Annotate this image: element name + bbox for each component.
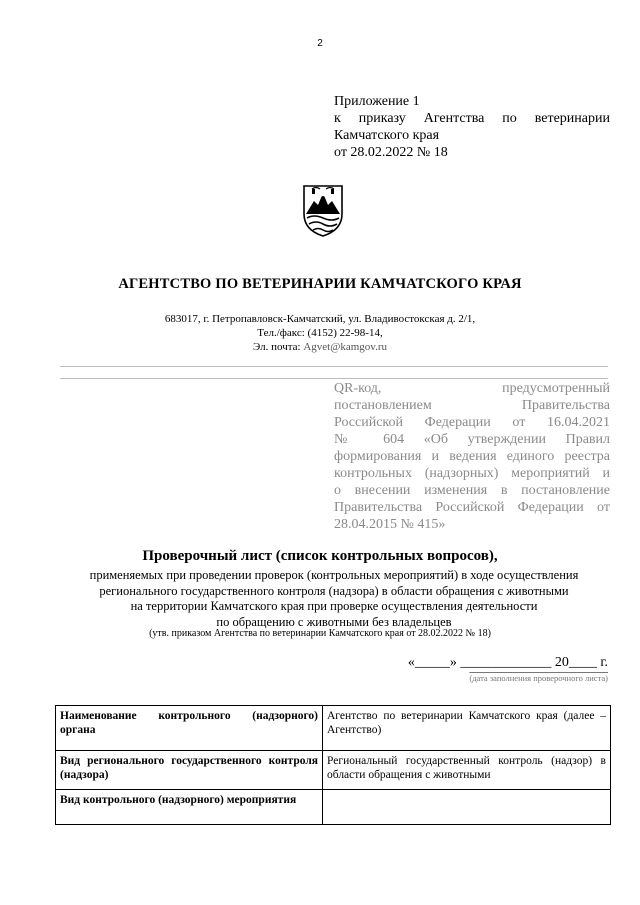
table-row xyxy=(56,706,611,751)
qr-note-line: контрольных (надзорных) мероприятий и xyxy=(334,466,610,481)
appendix-line-2: к приказу Агентства по ветеринарии xyxy=(334,111,610,126)
agency-phone: Тел./факс: (4152) 22-98-14, xyxy=(257,327,383,339)
subtitle-line: по обращению с животными без владельцев xyxy=(216,614,452,629)
agency-address: 683017, г. Петропавловск-Камчатский, ул. Владивостокская д. 2/1, xyxy=(164,313,476,325)
subtitle-line: применяемых при проведении проверок (контрольных мероприятий) в ходе осуществления xyxy=(89,568,579,582)
kamchatka-emblem-icon xyxy=(302,184,344,238)
table-row xyxy=(56,790,611,825)
subtitle-line: на территории Камчатского края при проверке осуществления деятельности xyxy=(130,599,538,613)
qr-note-line: постановлением Правительства xyxy=(334,398,610,413)
agency-email-line xyxy=(0,340,640,354)
email-label: Эл. почта: xyxy=(252,341,304,353)
subtitle-line: регионального государственного контроля (надзора) в области обращения с животными xyxy=(99,583,569,598)
qr-note-line: Правительства Российской Федерации от xyxy=(334,500,610,515)
qr-note-line: Российской Федерации от 16.04.2021 xyxy=(334,415,610,430)
header-divider-bottom xyxy=(60,378,608,379)
checklist-subtitle xyxy=(60,568,608,630)
qr-code-note xyxy=(334,380,610,533)
agency-contacts xyxy=(0,312,640,354)
fill-date-line: «_____» _____________ 20____ г. xyxy=(407,655,608,670)
appendix-line-1: Приложение 1 xyxy=(334,94,420,109)
fill-date-caption: (дата заполнения проверочного листа) xyxy=(469,673,608,683)
row-label: Вид контрольного (надзорного) мероприятия xyxy=(56,790,323,825)
appendix-line-3: Камчатского края xyxy=(334,128,440,143)
checklist-info-table xyxy=(55,705,611,825)
row-label: Наименование контрольного (надзорного) органа xyxy=(56,706,323,751)
qr-note-line: QR-код, предусмотренный xyxy=(334,381,610,396)
approval-note: (утв. приказом Агентства по ветеринарии Камчатского края от 28.02.2022 № 18) xyxy=(149,628,491,639)
qr-note-line: формирования и ведения единого реестра xyxy=(334,449,610,464)
page-number: 2 xyxy=(317,38,323,49)
qr-note-line: о внесении изменения в постановление xyxy=(334,483,610,498)
table-row xyxy=(56,751,611,790)
row-label: Вид регионального государственного контроля (надзора) xyxy=(56,751,323,790)
row-value xyxy=(323,790,611,825)
row-value: Региональный государственный контроль (надзор) в области обращения с животными xyxy=(323,751,611,790)
checklist-title: Проверочный лист (список контрольных вопросов), xyxy=(142,548,498,564)
header-divider-top xyxy=(60,366,608,367)
row-value: Агентство по ветеринарии Камчатского края (далее – Агентство) xyxy=(323,706,611,751)
appendix-line-4: от 28.02.2022 № 18 xyxy=(334,145,448,160)
qr-note-line: 28.04.2015 № 415» xyxy=(334,517,446,532)
email-value: Agvet@kamgov.ru xyxy=(303,341,388,353)
qr-note-line: № 604 «Об утверждении Правил xyxy=(334,432,610,447)
appendix-block xyxy=(334,93,610,161)
agency-name: АГЕНТСТВО ПО ВЕТЕРИНАРИИ КАМЧАТСКОГО КРАЯ xyxy=(118,276,522,292)
